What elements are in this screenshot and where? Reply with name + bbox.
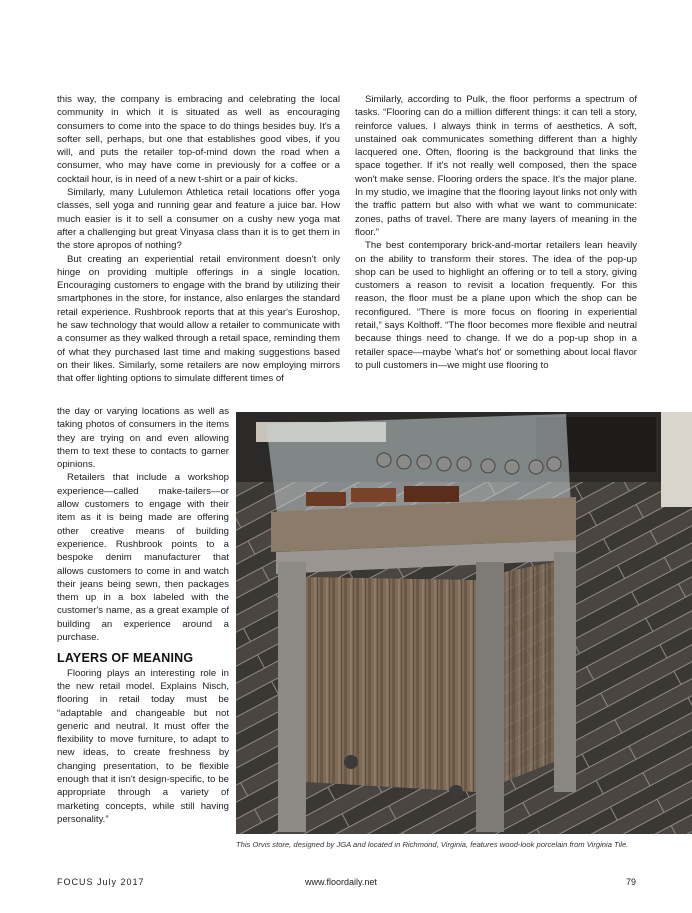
photo-caption: This Orvis store, designed by JGA and located in Richmond, Virginia, features wood-look porcelain from Virginia Tile. [236, 840, 629, 849]
article-column-left-bottom [57, 405, 229, 826]
article-column-right-top [355, 93, 637, 372]
paragraph: Retailers that include a workshop experience—called make-tailers—or allow customers to engage with their item as it is being made are offering other creative means of building experience. Rushbrook points to a bespoke denim manufacturer that allows customers to come in and watch their jeans being sewn, then packages them up in a box labeled with the customer's name, as a great example of building an experience around a purchase. [57, 472, 229, 644]
paragraph: The best contemporary brick-and-mortar retailers lean heavily on the ability to transform their stores. The idea of the pop-up shop can be used to highlight an offering or to tell a story, giving customers a reason to revisit a location frequently. For this reason, the floor must be a plane upon which the shop can be reconfigured. “There is more focus on flooring in experiential retail,” says Kolthoff. “The floor becomes more flexible and neutral because things need to change. If we do a pop-up shop in a retailer space—maybe 'what's hot' or something about local flavor to pull customers in—we might use flooring to [355, 240, 637, 371]
page-number: 79 [626, 877, 637, 887]
paragraph: the day or varying locations as well as taking photos of consumers in the items they are trying on and even allowing them to text these to contacts to garner opinions. [57, 406, 229, 471]
store-display-photo [236, 412, 692, 834]
paragraph: Similarly, according to Pulk, the floor performs a spectrum of tasks. “Flooring can do a million different things: it can tell a story, reinforce values. I always think in terms of aesthetics. A soft, unstained oak communicates something different than a highly lacquered one. Often, flooring is the background that links the space together. If it's not really well composed, then the space won't make sense. Flooring orders the space. It's the major plane. In my studio, we imagine that the flooring layout links not only with the traffic pattern but also with what we want to communicate: zones, paths of travel. There are many layers of meaning in the floor.” [355, 94, 637, 238]
paragraph: Flooring plays an interesting role in the new retail model. Explains Nisch, flooring in retail today must be “adaptable and changeable but not generic and neutral. It must offer the flexibility to move furniture, to adapt to new ideas, to create freshness by changing presentation, to be flexible enough that it isn't design-specific, to be appropriate through a variety of marketing concepts, while still having personality.” [57, 667, 229, 825]
footer-publication: FOCUS July 2017 [57, 877, 145, 887]
footer-website: www.floordaily.net [305, 877, 377, 887]
paragraph: this way, the company is embracing and celebrating the local community in which it is situated as well as encouraging consumers to come into the space to do things besides buy. It's a softer sell, perhaps, but one that establishes good vibes, if you will, and puts the retailer top-of-mind down the road when a consumer, who may have come in previously for a coffee or a cocktail hour, is in need of a new t-shirt or a pair of kicks. [57, 94, 340, 185]
paragraph: But creating an experiential retail environment doesn't only hinge on providing multiple offerings in a single location. Encouraging customers to engage with the brand by utilizing their smartphones in the store, for instance, also enlarges the standard retail experience. Rushbrook reports that at this year's Euroshop, he saw technology that would allow a retailer to communicate with a consumer as they walked through a retail space, reminding them of what they purchased last time and making suggestions based on their likes. Similarly, some retailers are now employing mirrors that offer lighting options to simulate different times of [57, 253, 340, 385]
paragraph: Similarly, many Lululemon Athletica retail locations offer yoga classes, sell yoga and running gear and feature a juice bar. How much easier is it to sell a consumer on a cushy new yoga mat after a challenging but great Vinyasa class than it is to get them in the store apropos of nothing? [57, 187, 340, 252]
article-column-left-top [57, 93, 340, 386]
section-heading: LAYERS OF MEANING [57, 651, 194, 666]
display-case-illustration [236, 412, 692, 834]
